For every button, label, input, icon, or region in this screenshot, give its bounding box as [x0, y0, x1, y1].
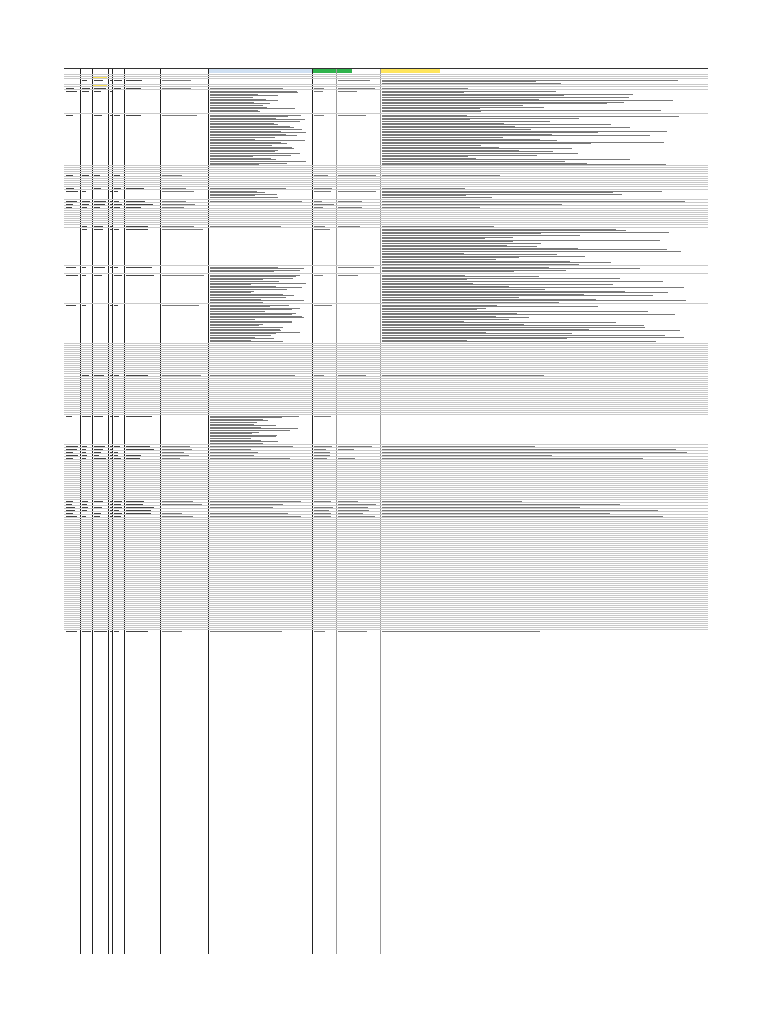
- cell-text: [82, 91, 90, 92]
- cell-text: [66, 267, 77, 268]
- cell-text: [82, 275, 87, 276]
- cell-text: [94, 631, 107, 632]
- table-row: [64, 303, 708, 344]
- cell-text: [314, 631, 325, 632]
- cell-text: [126, 115, 142, 116]
- cell-text: [94, 80, 103, 81]
- cell-text: [314, 115, 325, 116]
- cell-text: [82, 305, 86, 306]
- cell-text: [110, 115, 112, 116]
- cell-text: [314, 416, 331, 417]
- cell-text: [94, 275, 102, 276]
- table-row: [64, 273, 708, 304]
- cell-text: [126, 275, 155, 276]
- cell-text: [66, 115, 74, 116]
- cell-text: [66, 305, 76, 306]
- cell-text: [66, 275, 78, 276]
- cell-text: [114, 191, 118, 192]
- table-row: [64, 89, 708, 114]
- cell-text: [110, 91, 112, 92]
- cell-text: [110, 80, 112, 81]
- cell-text: [114, 631, 119, 632]
- cell-text: [338, 80, 371, 81]
- cell-text: [114, 416, 120, 417]
- cell-text: [314, 305, 332, 306]
- cell-text: [82, 631, 91, 632]
- spreadsheet: [64, 68, 708, 954]
- cell-text: [82, 416, 91, 417]
- cell-text: [338, 191, 377, 192]
- cell-text: [94, 229, 103, 230]
- header-green-cell: [312, 69, 352, 73]
- cell-text: [338, 91, 357, 92]
- cell-text: [314, 275, 324, 276]
- header-yellow-cell: [380, 69, 440, 73]
- table-row: [64, 227, 708, 266]
- cell-text: [338, 267, 375, 268]
- cell-text: [162, 305, 200, 306]
- cell-text: [314, 91, 324, 92]
- header-band: [208, 69, 312, 73]
- cell-text: [210, 631, 282, 632]
- cell-text: [82, 229, 87, 230]
- table-row: [64, 113, 708, 166]
- table-row: [64, 414, 708, 445]
- cell-text: [82, 191, 86, 192]
- table-row: [64, 629, 708, 632]
- cell-text: [94, 91, 101, 92]
- cell-text: [110, 267, 112, 268]
- cell-text: [66, 631, 78, 632]
- cell-text: [126, 416, 153, 417]
- cell-text: [162, 229, 204, 230]
- cell-text: [94, 115, 103, 116]
- cell-text: [94, 267, 106, 268]
- cell-text: [66, 191, 78, 192]
- cell-text: [338, 631, 367, 632]
- cell-text: [162, 191, 195, 192]
- cell-text: [114, 305, 119, 306]
- cell-text: [82, 80, 87, 81]
- cell-text: [110, 191, 112, 192]
- cell-text: [126, 631, 149, 632]
- cell-text: [114, 275, 123, 276]
- cell-text: [114, 267, 119, 268]
- cell-text: [94, 416, 104, 417]
- cell-text: [110, 416, 112, 417]
- cell-text: [162, 275, 204, 276]
- cell-text: [114, 80, 122, 81]
- cell-text: [314, 191, 331, 192]
- cell-text: [82, 267, 86, 268]
- cell-text: [338, 275, 358, 276]
- cell-text: [110, 631, 112, 632]
- cell-text: [110, 305, 112, 306]
- cell-text: [162, 631, 183, 632]
- cell-text: [66, 416, 72, 417]
- cell-text: [110, 229, 112, 230]
- cell-text: [162, 115, 197, 116]
- cell-text: [126, 229, 149, 230]
- cell-text: [66, 91, 77, 92]
- cell-text: [114, 229, 120, 230]
- cell-text: [338, 115, 367, 116]
- cell-text: [126, 80, 142, 81]
- cell-text: [114, 115, 121, 116]
- cell-text: [382, 631, 540, 632]
- cell-text: [314, 229, 331, 230]
- cell-text: [162, 80, 192, 81]
- cell-text: [126, 267, 153, 268]
